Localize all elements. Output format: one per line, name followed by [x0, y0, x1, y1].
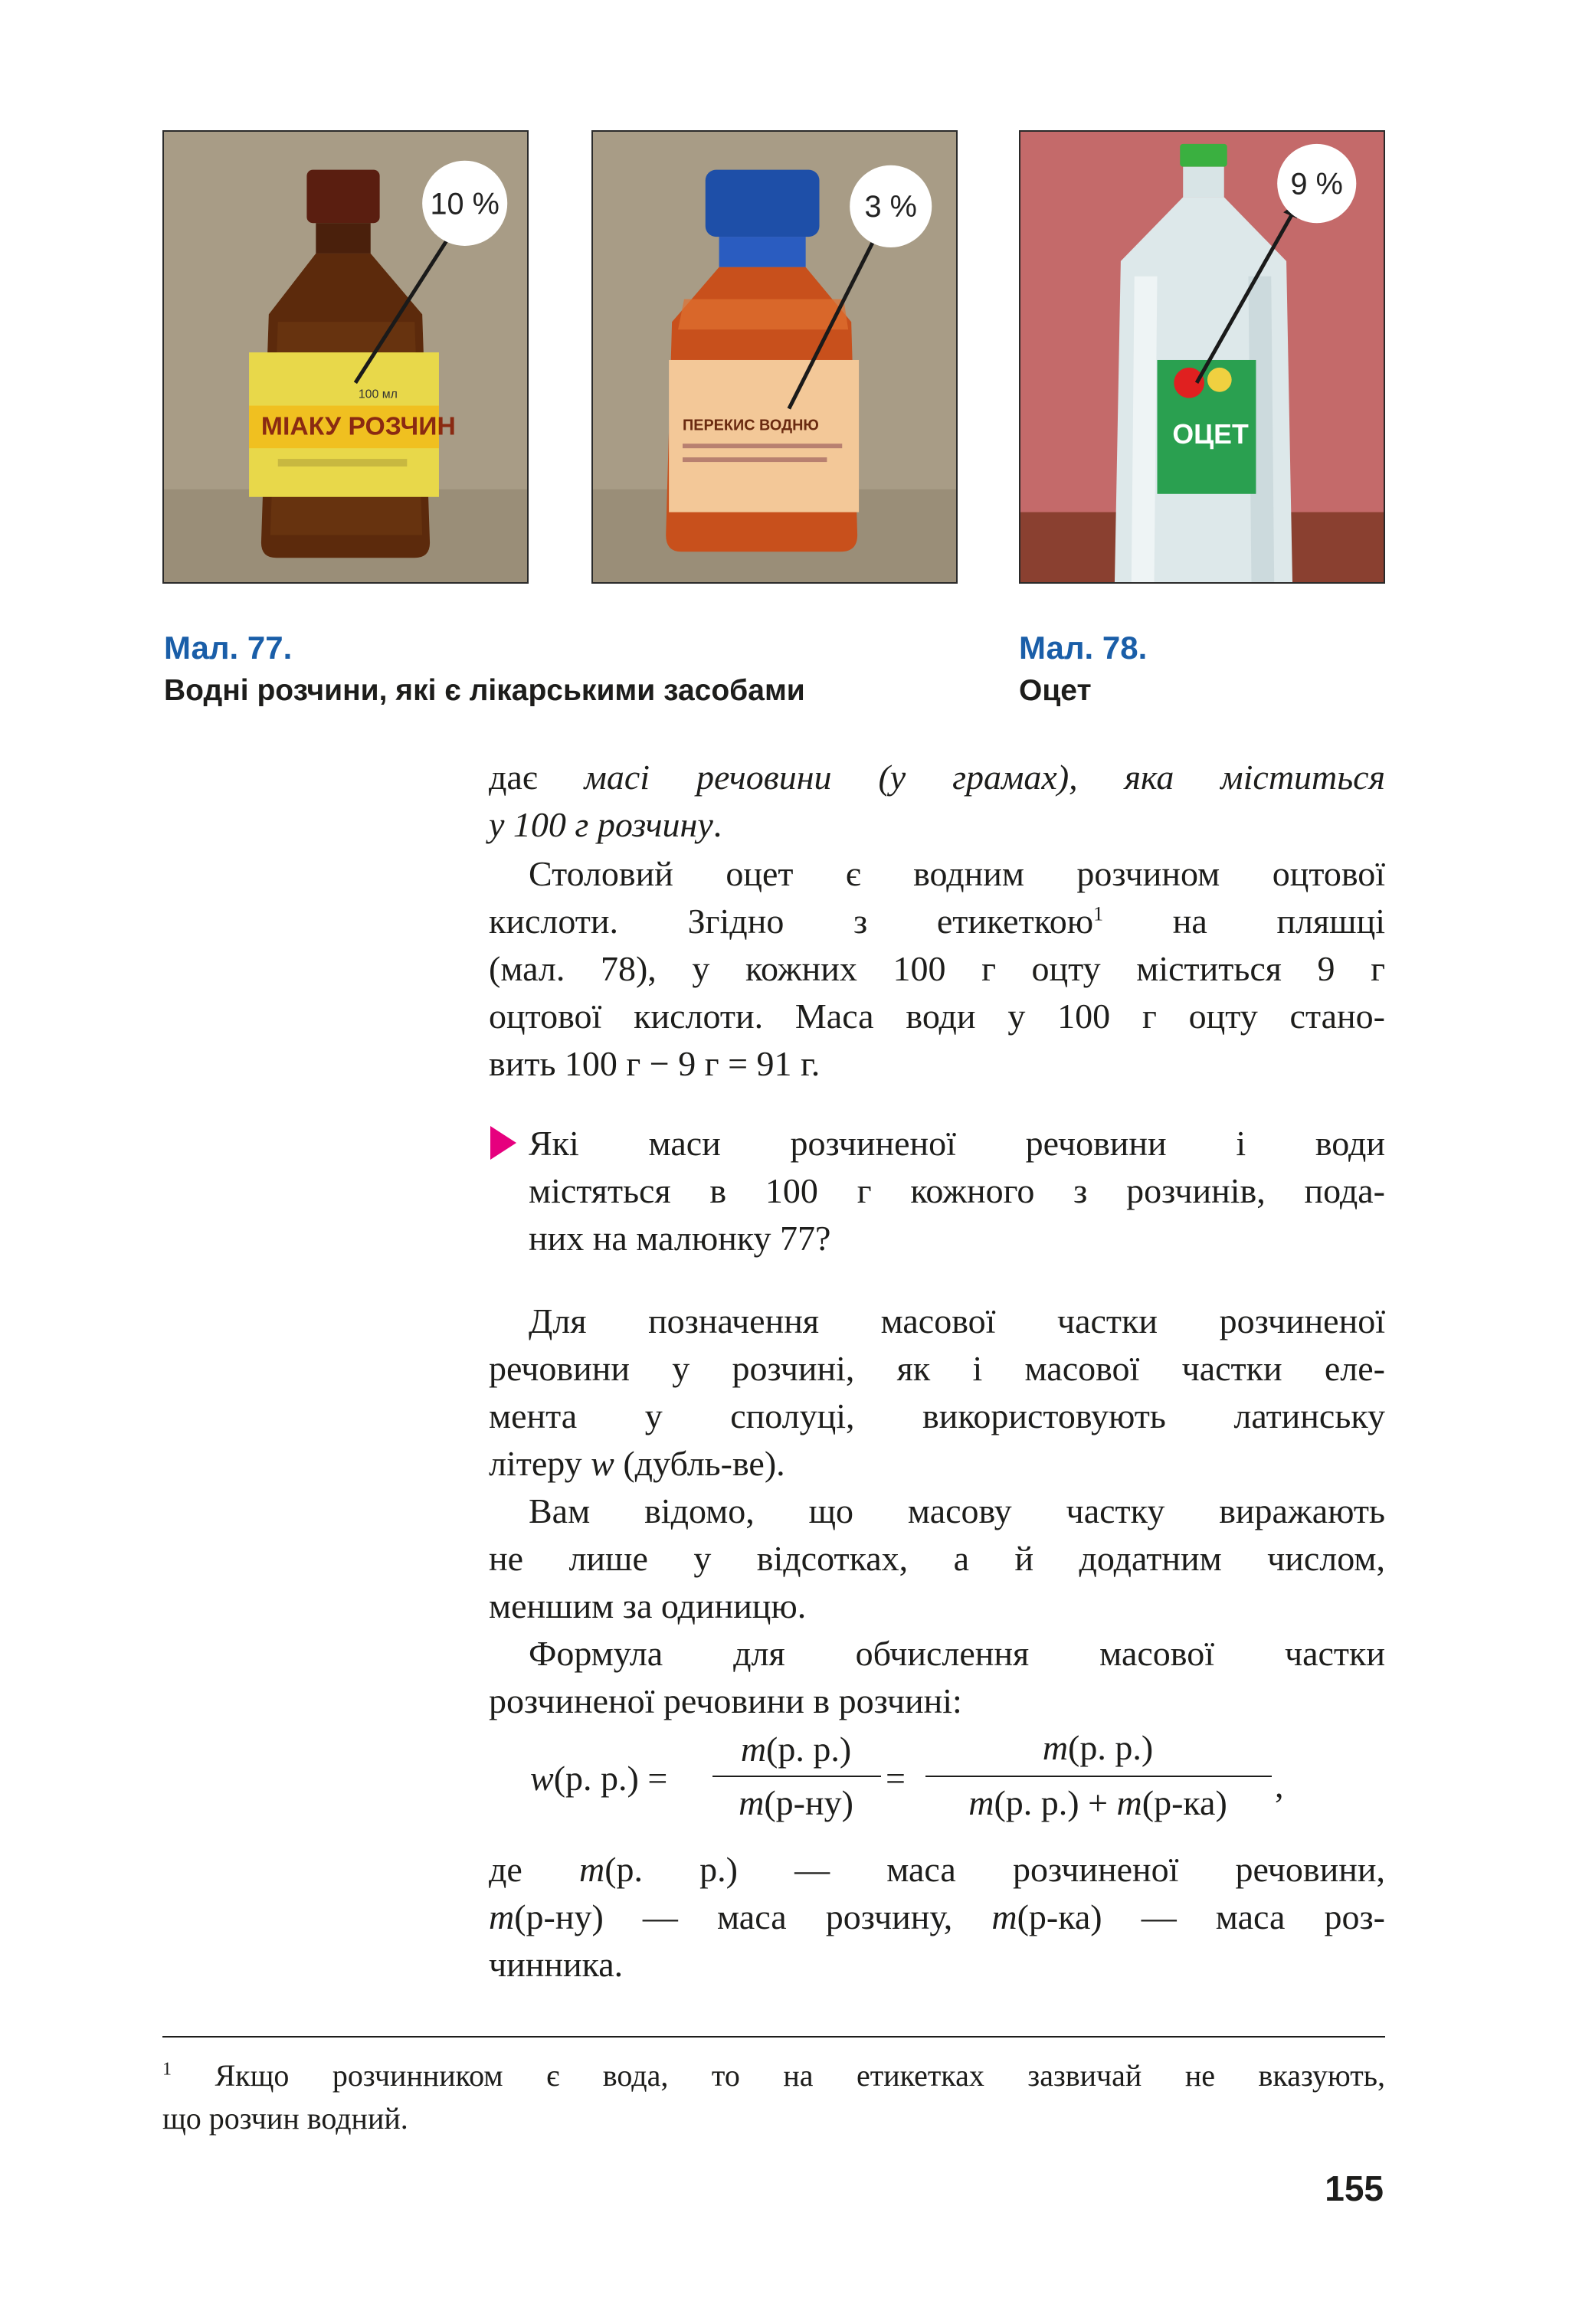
fraction-line-2 [925, 1776, 1272, 1777]
body-text-line: кислоти. Згідно з етикеткою$^1$ на пляшці [489, 902, 1385, 941]
body-text-line: розчиненої речовини в розчині: [489, 1681, 962, 1720]
question-text-line: містяться в 100 г кожного з розчинів, пода- [529, 1171, 1385, 1210]
formula-numerator-1: m(р. р.) [740, 1730, 852, 1769]
photo-label-text: ПЕРЕКИС ВОДНЮ [683, 417, 819, 434]
footnote-mark: 1 [162, 2059, 172, 2080]
photo-vinegar-bottle [1019, 130, 1385, 584]
formula-numerator-2: m(р. р.) [1042, 1728, 1154, 1767]
body-text-line: речовини у розчині, як і масової частки еле- [489, 1349, 1385, 1388]
percent-10-label: 10 % [430, 187, 500, 221]
photo-label-small-text: 100 мл [358, 388, 398, 401]
body-text-line: m(р-ну) — маса розчину, m(р-ка) — маса роз- [489, 1897, 1386, 1936]
figure-77-caption: Водні розчини, які є лікарськими засобами [164, 674, 805, 707]
question-text-line: них на малюнку 77? [529, 1219, 831, 1258]
formula-comma: , [1275, 1766, 1284, 1805]
percent-9-label: 9 % [1290, 167, 1343, 201]
figure-78-caption: Оцет [1019, 674, 1092, 707]
percent-3-label: 3 % [864, 190, 917, 224]
figure-78-number: Мал. 78. [1019, 630, 1148, 666]
body-text-line: Для позначення масової частки розчиненої [529, 1301, 1385, 1340]
photo-peroxide-bottle [591, 130, 958, 584]
body-text-line: де m(р. р.) — маса розчиненої речовини, [489, 1850, 1385, 1889]
question-marker-icon [490, 1126, 516, 1160]
body-text-line: Формула для обчислення масової частки [529, 1634, 1385, 1673]
body-text-line: літеру w (дубль-ве). [489, 1444, 785, 1483]
footnote-line: $^1$ Якщо розчинником є вода, то на етикетках зазвичай не вказують, [162, 2058, 1385, 2093]
page-number: 155 [1325, 2169, 1384, 2208]
body-text-line: меншим за одиницю. [489, 1586, 807, 1625]
formula-denominator-2: m(р. р.) + m(р-ка) [968, 1783, 1227, 1822]
body-text-line: дає масі речовини (у грамах), яка міститься [489, 758, 1385, 797]
body-text-line: (мал. 78), у кожних 100 г оцту міститься 9 г [489, 949, 1385, 988]
figure-77-number: Мал. 77. [164, 630, 293, 666]
body-text-line: мента у сполуці, використовують латинську [489, 1396, 1385, 1435]
photo-label-text: МІАКУ РОЗЧИН [260, 411, 456, 441]
body-text-line: у 100 г розчину. [489, 805, 722, 844]
question-text-line: Які маси розчиненої речовини і води [529, 1124, 1385, 1163]
body-text-line: Столовий оцет є водним розчином оцтової [529, 854, 1385, 893]
formula-denominator-1: m(р-ну) [739, 1783, 853, 1822]
footnote-line: що розчин водний. [162, 2101, 408, 2136]
body-text-line: не лише у відсотках, а й додатним числом, [489, 1539, 1385, 1578]
formula-equals: = [886, 1759, 906, 1798]
photo-label-text: ОЦЕТ [1172, 419, 1249, 450]
body-text-line: оцтової кислоти. Маса води у 100 г оцту стано- [489, 997, 1385, 1036]
formula-lhs: w(р. р.) = [530, 1759, 668, 1798]
body-text-line: Вам відомо, що масову частку виражають [529, 1491, 1385, 1530]
footnote-ref[interactable]: 1 [1093, 902, 1104, 925]
body-text-line: вить 100 г − 9 г = 91 г. [489, 1044, 821, 1083]
fraction-line-1 [712, 1776, 881, 1777]
photo-ammonia-bottle [162, 130, 529, 584]
body-text-line: чинника. [489, 1945, 624, 1984]
footnote-divider [162, 2036, 1385, 2038]
